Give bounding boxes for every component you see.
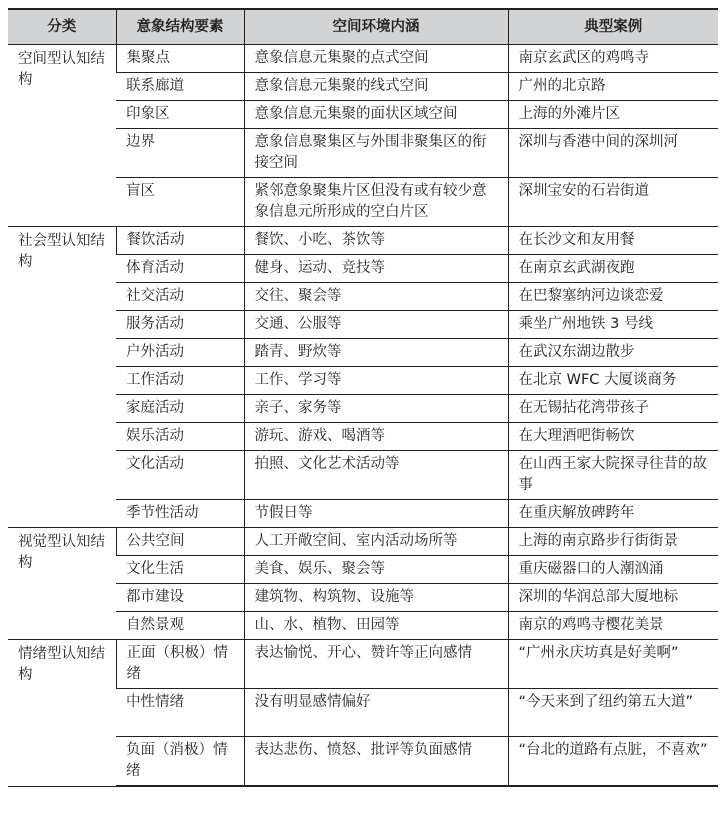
- connotation-cell: 建筑物、构筑物、设施等: [244, 584, 508, 612]
- connotation-cell: 餐饮、小吃、茶饮等: [244, 227, 508, 255]
- connotation-cell: 意象信息聚集区与外围非聚集区的衔接空间: [244, 129, 508, 178]
- example-cell: 深圳的华润总部大厦地标: [508, 584, 718, 612]
- connotation-cell: 意象信息元集聚的线式空间: [244, 73, 508, 101]
- connotation-cell: 游玩、游戏、喝酒等: [244, 423, 508, 451]
- example-cell: “台北的道路有点脏，不喜欢”: [508, 737, 718, 787]
- example-cell: 重庆磁器口的人潮汹涌: [508, 556, 718, 584]
- element-cell: 联系廊道: [116, 73, 244, 101]
- header-row: [8, 9, 718, 45]
- cognitive-structure-table-container: [8, 8, 718, 787]
- connotation-cell: 人工开敞空间、室内活动场所等: [244, 528, 508, 556]
- example-cell: 在北京 WFC 大厦谈商务: [508, 367, 718, 395]
- element-cell: 印象区: [116, 101, 244, 129]
- header-connotation: 空间环境内涵: [244, 9, 508, 45]
- example-cell: 在重庆解放碑跨年: [508, 500, 718, 528]
- element-cell: 文化生活: [116, 556, 244, 584]
- example-cell: 在无锡拈花湾带孩子: [508, 395, 718, 423]
- example-cell: 深圳宝安的石岩街道: [508, 178, 718, 227]
- element-cell: 边界: [116, 129, 244, 178]
- category-cell: 社会型认知结构: [8, 227, 116, 528]
- connotation-cell: 山、水、植物、田园等: [244, 612, 508, 640]
- element-cell: 社交活动: [116, 283, 244, 311]
- connotation-cell: 工作、学习等: [244, 367, 508, 395]
- connotation-cell: 踏青、野炊等: [244, 339, 508, 367]
- header-element: 意象结构要素: [116, 9, 244, 45]
- table-body: [8, 45, 718, 787]
- connotation-cell: 紧邻意象聚集片区但没有或有较少意象信息元所形成的空白片区: [244, 178, 508, 227]
- table-row: [8, 528, 718, 556]
- element-cell: 公共空间: [116, 528, 244, 556]
- element-cell: 中性情绪: [116, 689, 244, 737]
- example-cell: “广州永庆坊真是好美啊”: [508, 640, 718, 689]
- connotation-cell: 交往、聚会等: [244, 283, 508, 311]
- element-cell: 盲区: [116, 178, 244, 227]
- table-header: [8, 9, 718, 45]
- connotation-cell: 交通、公服等: [244, 311, 508, 339]
- table-row: [8, 45, 718, 73]
- example-cell: 南京玄武区的鸡鸣寺: [508, 45, 718, 73]
- header-category: 分类: [8, 9, 116, 45]
- example-cell: 广州的北京路: [508, 73, 718, 101]
- element-cell: 餐饮活动: [116, 227, 244, 255]
- element-cell: 工作活动: [116, 367, 244, 395]
- connotation-cell: 没有明显感情偏好: [244, 689, 508, 737]
- connotation-cell: 表达悲伤、愤怒、批评等负面感情: [244, 737, 508, 787]
- example-cell: 南京的鸡鸣寺樱花美景: [508, 612, 718, 640]
- connotation-cell: 意象信息元集聚的点式空间: [244, 45, 508, 73]
- element-cell: 文化活动: [116, 451, 244, 500]
- element-cell: 集聚点: [116, 45, 244, 73]
- connotation-cell: 美食、娱乐、聚会等: [244, 556, 508, 584]
- element-cell: 家庭活动: [116, 395, 244, 423]
- connotation-cell: 亲子、家务等: [244, 395, 508, 423]
- element-cell: 负面（消极）情绪: [116, 737, 244, 787]
- connotation-cell: 拍照、文化艺术活动等: [244, 451, 508, 500]
- example-cell: 在长沙文和友用餐: [508, 227, 718, 255]
- category-cell: 情绪型认知结构: [8, 640, 116, 787]
- element-cell: 都市建设: [116, 584, 244, 612]
- element-cell: 自然景观: [116, 612, 244, 640]
- connotation-cell: 节假日等: [244, 500, 508, 528]
- category-cell: 空间型认知结构: [8, 45, 116, 227]
- element-cell: 季节性活动: [116, 500, 244, 528]
- example-cell: 深圳与香港中间的深圳河: [508, 129, 718, 178]
- example-cell: 在巴黎塞纳河边谈恋爱: [508, 283, 718, 311]
- table-row: [8, 227, 718, 255]
- example-cell: 上海的南京路步行街街景: [508, 528, 718, 556]
- connotation-cell: 意象信息元集聚的面状区域空间: [244, 101, 508, 129]
- example-cell: “今天来到了纽约第五大道”: [508, 689, 718, 737]
- example-cell: 在武汉东湖边散步: [508, 339, 718, 367]
- example-cell: 乘坐广州地铁 3 号线: [508, 311, 718, 339]
- element-cell: 服务活动: [116, 311, 244, 339]
- element-cell: 正面（积极）情绪: [116, 640, 244, 689]
- table-row: [8, 640, 718, 689]
- example-cell: 在大理酒吧街畅饮: [508, 423, 718, 451]
- connotation-cell: 健身、运动、竞技等: [244, 255, 508, 283]
- element-cell: 体育活动: [116, 255, 244, 283]
- header-example: 典型案例: [508, 9, 718, 45]
- element-cell: 户外活动: [116, 339, 244, 367]
- example-cell: 上海的外滩片区: [508, 101, 718, 129]
- connotation-cell: 表达愉悦、开心、赞许等正向感情: [244, 640, 508, 689]
- element-cell: 娱乐活动: [116, 423, 244, 451]
- example-cell: 在南京玄武湖夜跑: [508, 255, 718, 283]
- example-cell: 在山西王家大院探寻往昔的故事: [508, 451, 718, 500]
- category-cell: 视觉型认知结构: [8, 528, 116, 640]
- cognitive-structure-table: [8, 8, 718, 787]
